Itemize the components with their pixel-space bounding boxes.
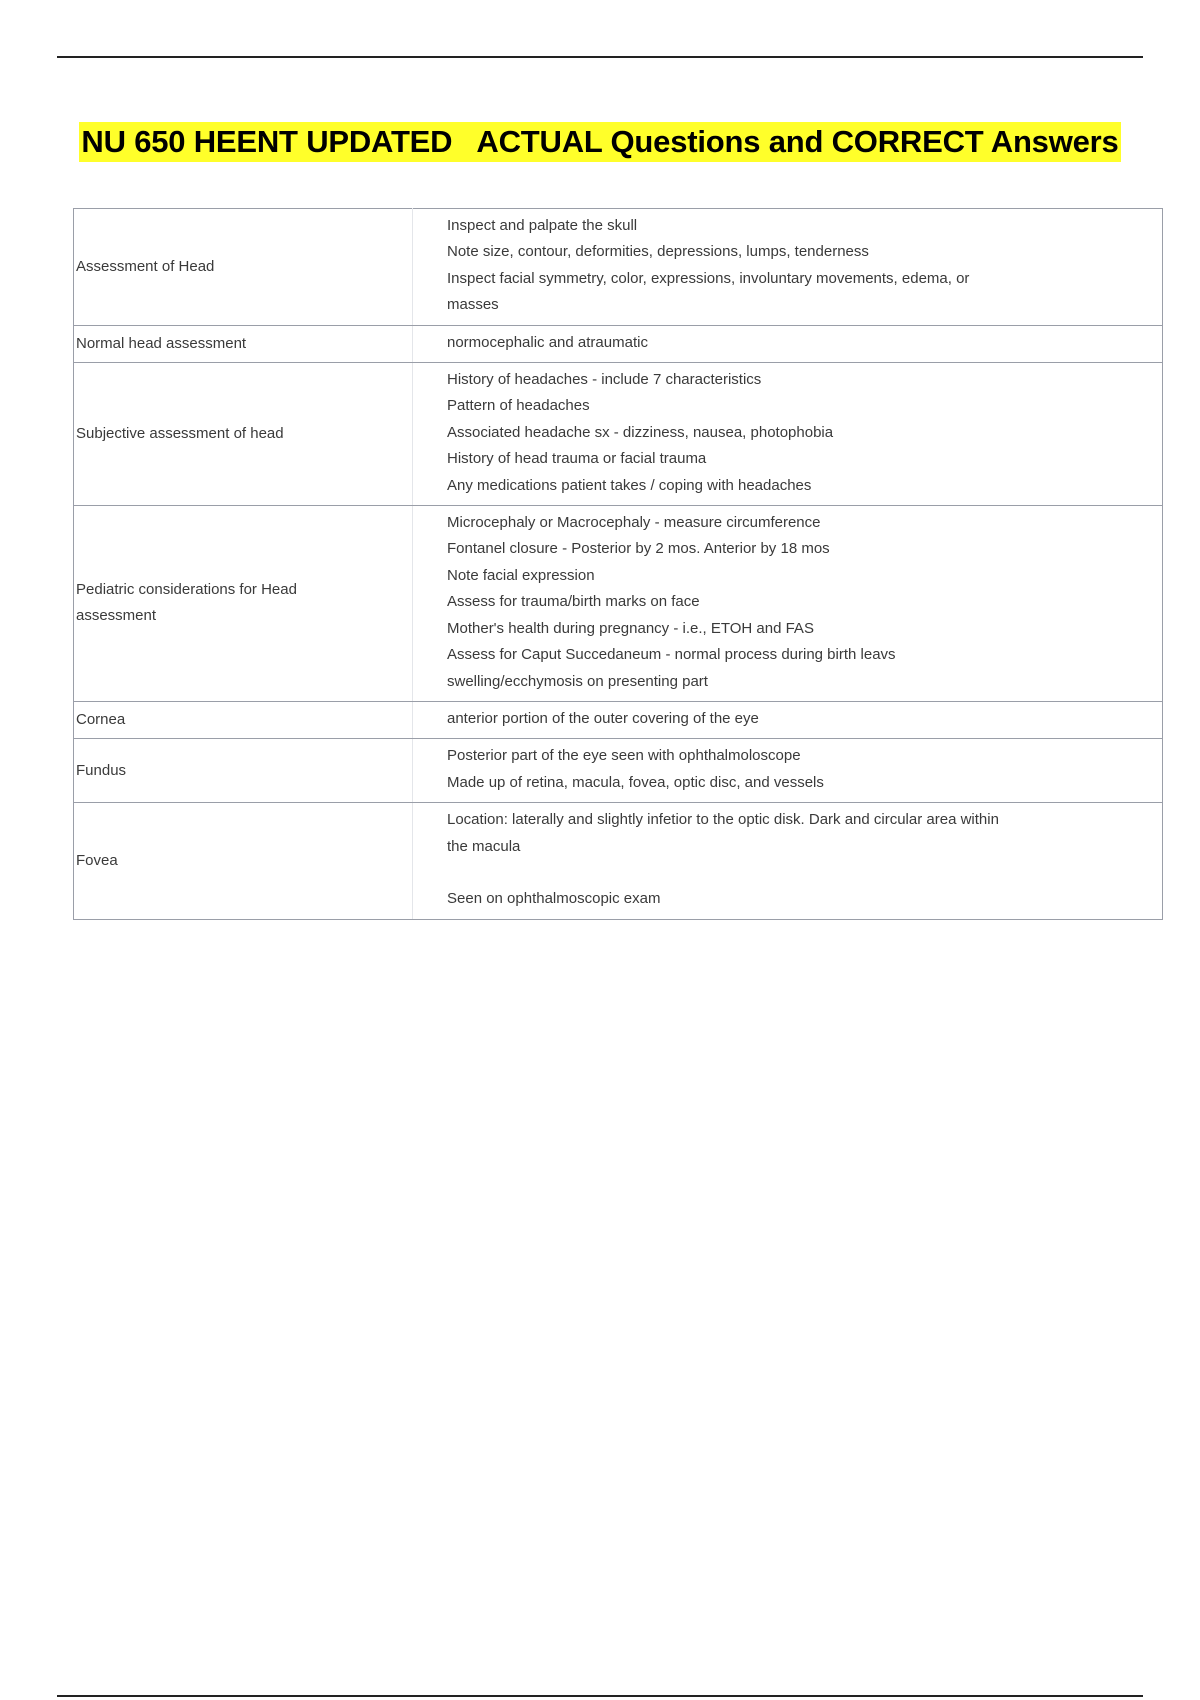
definition-line: Inspect facial symmetry, color, expressions, involuntary movements, edema, or	[447, 269, 970, 287]
definition-cell	[413, 701, 1163, 738]
definition-line: the macula	[447, 837, 521, 855]
title-container	[0, 122, 1200, 162]
definition-line: swelling/ecchymosis on presenting part	[447, 672, 708, 690]
term-cell	[74, 325, 413, 362]
definition-line: Assess for trauma/birth marks on face	[447, 593, 700, 611]
term-cell	[74, 803, 413, 920]
definition-cell	[413, 209, 1163, 326]
term-text: Cornea	[76, 711, 126, 729]
table-row	[74, 363, 1163, 506]
term-cell	[74, 506, 413, 702]
table-row	[74, 325, 1163, 362]
definition-line: Fontanel closure - Posterior by 2 mos. Anterior by 18 mos	[447, 540, 830, 558]
definition-line: Note size, contour, deformities, depressions, lumps, tenderness	[447, 243, 869, 261]
definition-line: Inspect and palpate the skull	[447, 217, 638, 234]
definition-line: anterior portion of the outer covering of the eye	[447, 709, 759, 727]
term-cell	[74, 701, 413, 738]
footer-rule	[57, 1695, 1143, 1697]
term-cell	[74, 209, 413, 326]
term-cell	[74, 363, 413, 506]
term-text: Pediatric considerations for Head assessment	[76, 581, 297, 625]
qa-table	[73, 208, 1163, 920]
table-row	[74, 739, 1163, 803]
definition-line: Pattern of headaches	[447, 397, 590, 415]
definition-line: Made up of retina, macula, fovea, optic disc, and vessels	[447, 773, 824, 791]
table-row	[74, 803, 1163, 920]
definition-cell	[413, 325, 1163, 362]
definition-line	[447, 860, 1162, 886]
term-text: Subjective assessment of head	[76, 425, 284, 443]
definition-line: Posterior part of the eye seen with ophthalmoloscope	[447, 747, 801, 765]
definition-cell	[413, 739, 1163, 803]
document-title: NU 650 HEENT UPDATED ACTUAL Questions and CORRECT Answers	[79, 122, 1120, 162]
definition-line: masses	[447, 296, 499, 314]
definition-line: Mother's health during pregnancy - i.e., ETOH and FAS	[447, 619, 814, 637]
definition-line: History of head trauma or facial trauma	[447, 450, 707, 468]
definition-line: Note facial expression	[447, 566, 595, 584]
definition-cell	[413, 506, 1163, 702]
definition-line: Microcephaly or Macrocephaly - measure circumference	[447, 514, 821, 532]
definition-line: Assess for Caput Succedaneum - normal process during birth leavs	[447, 646, 896, 664]
term-text: Normal head assessment	[76, 334, 247, 352]
qa-table-body	[74, 209, 1163, 920]
term-text: Fundus	[76, 761, 127, 779]
definition-line: Any medications patient takes / coping with headaches	[447, 476, 812, 494]
header-rule	[57, 56, 1143, 58]
definition-cell	[413, 803, 1163, 920]
table-row	[74, 506, 1163, 702]
term-cell	[74, 739, 413, 803]
definition-line: Seen on ophthalmoscopic exam	[447, 890, 661, 908]
definition-line: Associated headache sx - dizziness, nausea, photophobia	[447, 423, 834, 441]
table-row	[74, 209, 1163, 326]
definition-line: Location: laterally and slightly infetior to the optic disk. Dark and circular area within	[447, 811, 999, 829]
term-text: Fovea	[76, 851, 118, 869]
definition-line: normocephalic and atraumatic	[447, 333, 648, 351]
definition-cell	[413, 363, 1163, 506]
definition-line: History of headaches - include 7 characteristics	[447, 371, 762, 389]
term-text: Assessment of Head	[76, 257, 215, 275]
table-row	[74, 701, 1163, 738]
